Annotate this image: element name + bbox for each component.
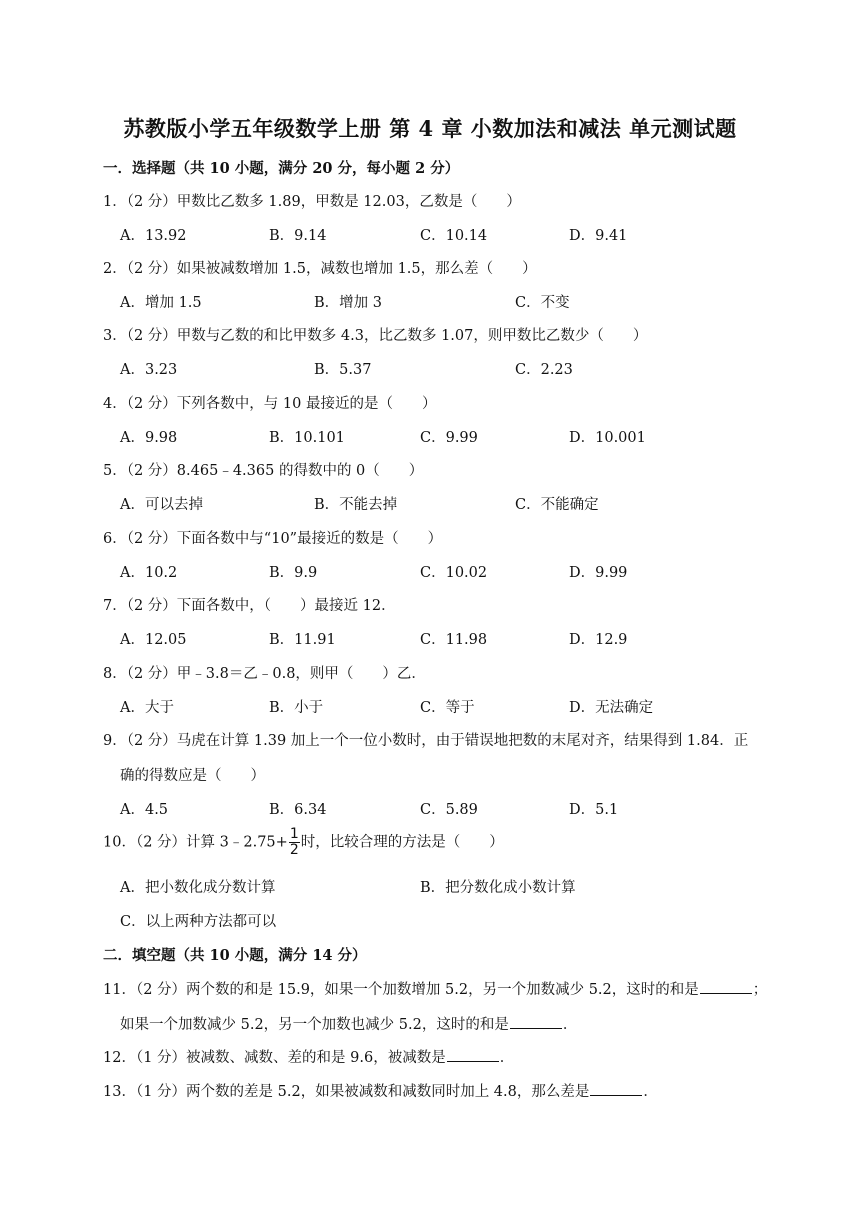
question-1: 1．（2 分）甲数比乙数多 1.89，甲数是 12.03，乙数是（ ） bbox=[103, 194, 521, 210]
option-d: D．10.001 bbox=[569, 430, 646, 446]
question-12 bbox=[103, 1046, 514, 1067]
question-11-cont-b: ． bbox=[562, 1017, 578, 1033]
question-8-options bbox=[120, 696, 820, 720]
option-c: C．不能确定 bbox=[515, 497, 599, 513]
option-d: D．9.99 bbox=[569, 565, 628, 581]
option-a: A．把小数化成分数计算 bbox=[120, 880, 276, 896]
question-3: 3．（2 分）甲数与乙数的和比甲数多 4.3，比乙数多 1.07，则甲数比乙数少（ ） bbox=[103, 328, 648, 344]
question-6: 6．（2 分）下面各数中与“10”最接近的数是（ ） bbox=[103, 531, 443, 547]
question-11-cont-a: 如果一个加数减少 5.2，另一个加数也减少 5.2，这时的和是 bbox=[120, 1017, 509, 1033]
question-8: 8．（2 分）甲﹣3.8＝乙﹣0.8，则甲（ ）乙． bbox=[103, 666, 426, 682]
option-b: B．10.101 bbox=[269, 430, 345, 446]
option-a: A．13.92 bbox=[120, 228, 187, 244]
question-3-options bbox=[120, 358, 820, 382]
option-b: B．5.37 bbox=[314, 362, 372, 378]
option-c: C．10.02 bbox=[420, 565, 488, 581]
question-12-text-b: ． bbox=[499, 1050, 515, 1066]
answer-blank[interactable] bbox=[447, 1047, 499, 1062]
question-13-text-a: 13．（1 分）两个数的差是 5.2，如果被减数和减数同时加上 4.8，那么差是 bbox=[103, 1084, 590, 1100]
question-10-text-a: 10．（2 分）计算 3﹣2.75+ bbox=[103, 834, 288, 851]
option-b: B．9.9 bbox=[269, 565, 318, 581]
question-6-options bbox=[120, 561, 820, 585]
question-11-text-a: 11．（2 分）两个数的和是 15.9，如果一个加数增加 5.2，另一个加数减少 5.2，这时的和是 bbox=[103, 982, 699, 998]
option-a: A．大于 bbox=[120, 700, 174, 716]
answer-blank[interactable] bbox=[590, 1081, 642, 1096]
question-4: 4．（2 分）下列各数中，与 10 最接近的是（ ） bbox=[103, 396, 437, 412]
option-c: C．10.14 bbox=[420, 228, 488, 244]
option-c: C．9.99 bbox=[420, 430, 478, 446]
option-c: C．以上两种方法都可以 bbox=[120, 914, 277, 930]
section-heading-fill: 二．填空题（共 10 小题，满分 14 分） bbox=[103, 947, 367, 964]
question-10-text-b: 时，比较合理的方法是（ ） bbox=[300, 834, 504, 851]
question-4-options bbox=[120, 426, 820, 450]
question-7-options bbox=[120, 628, 820, 652]
option-c: C．5.89 bbox=[420, 802, 478, 818]
question-11-text-b: ； bbox=[752, 982, 768, 998]
fraction-one-half bbox=[289, 827, 300, 858]
page-title: 苏教版小学五年级数学上册 第 4 章 小数加法和减法 单元测试题 bbox=[123, 116, 737, 141]
question-11-line-2 bbox=[120, 1013, 767, 1034]
option-a: A．9.98 bbox=[120, 430, 178, 446]
question-9 bbox=[103, 729, 748, 785]
option-d: D．5.1 bbox=[569, 802, 619, 818]
question-10-options-row-2 bbox=[120, 910, 820, 934]
option-c: C．11.98 bbox=[420, 632, 488, 648]
answer-blank[interactable] bbox=[510, 1014, 562, 1029]
option-b: B．小于 bbox=[269, 700, 324, 716]
option-b: B．不能去掉 bbox=[314, 497, 398, 513]
option-b: B．6.34 bbox=[269, 802, 327, 818]
option-a: A．12.05 bbox=[120, 632, 187, 648]
option-a: A．10.2 bbox=[120, 565, 178, 581]
option-a: A．可以去掉 bbox=[120, 497, 203, 513]
question-11 bbox=[103, 978, 767, 1034]
question-9-options bbox=[120, 798, 820, 822]
question-13-text-b: ． bbox=[643, 1084, 658, 1100]
option-c: C．不变 bbox=[515, 295, 570, 311]
answer-blank[interactable] bbox=[700, 979, 752, 994]
option-c: C．等于 bbox=[420, 700, 475, 716]
option-c: C．2.23 bbox=[515, 362, 573, 378]
question-12-text-a: 12．（1 分）被减数、减数、差的和是 9.6，被减数是 bbox=[103, 1050, 446, 1066]
option-b: B．11.91 bbox=[269, 632, 336, 648]
question-2: 2．（2 分）如果被减数增加 1.5，减数也增加 1.5，那么差（ ） bbox=[103, 261, 537, 277]
question-10-options-row-1 bbox=[120, 876, 820, 900]
option-a: A．4.5 bbox=[120, 802, 169, 818]
question-1-options bbox=[120, 224, 820, 248]
question-9-line-1: 9．（2 分）马虎在计算 1.39 加上一个一位小数时，由于错误地把数的末尾对齐，结果得到 1.84．正 bbox=[103, 733, 749, 749]
question-5: 5．（2 分）8.465﹣4.365 的得数中的 0（ ） bbox=[103, 463, 424, 479]
option-d: D．12.9 bbox=[569, 632, 628, 648]
question-13 bbox=[103, 1080, 658, 1101]
option-d: D．9.41 bbox=[569, 228, 628, 244]
question-9-line-2: 确的得数应是（ ） bbox=[120, 768, 265, 784]
question-5-options bbox=[120, 493, 820, 517]
fraction-denominator: 2 bbox=[289, 842, 299, 858]
option-b: B．9.14 bbox=[269, 228, 327, 244]
question-2-options bbox=[120, 291, 820, 315]
option-b: B．增加 3 bbox=[314, 295, 382, 311]
question-10 bbox=[103, 827, 504, 858]
option-b: B．把分数化成小数计算 bbox=[420, 880, 576, 896]
option-d: D．无法确定 bbox=[569, 700, 654, 716]
option-a: A．增加 1.5 bbox=[120, 295, 202, 311]
section-heading-choice: 一．选择题（共 10 小题，满分 20 分，每小题 2 分） bbox=[103, 160, 460, 177]
option-a: A．3.23 bbox=[120, 362, 178, 378]
question-7: 7．（2 分）下面各数中，（ ）最接近 12． bbox=[103, 598, 396, 614]
fraction-numerator: 1 bbox=[289, 826, 299, 842]
